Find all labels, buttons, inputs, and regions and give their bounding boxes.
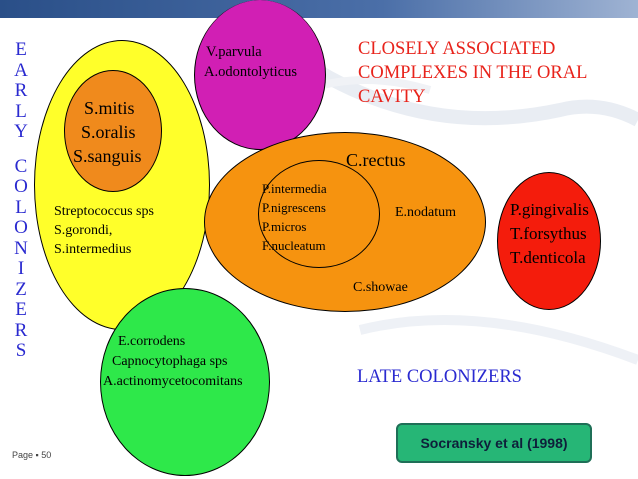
red-complex-item: P.gingivalis <box>510 200 589 219</box>
yellow-complex-item: S.gorondi, <box>54 223 113 238</box>
orange-inner-complex-item: P.intermedia <box>262 181 327 196</box>
page-number: Page ▪ 50 <box>12 450 52 460</box>
red-complex-item: T.forsythus <box>510 224 587 243</box>
late-colonizers-label: LATE COLONIZERS <box>357 367 522 387</box>
orange-complex-label-bottom: C.showae <box>353 280 408 295</box>
yellow-complex-item: Streptococcus sps <box>54 204 154 219</box>
title-line: CLOSELY ASSOCIATED <box>358 39 556 59</box>
orange-complex-label-right: E.nodatum <box>395 205 457 220</box>
citation-text: Socransky et al (1998) <box>420 435 568 451</box>
green-complex-item: E.corrodens <box>118 334 186 349</box>
orange-inner-complex-item: P.nigrescens <box>262 200 326 215</box>
orange-complex-label-top: C.rectus <box>346 150 406 170</box>
green-complex-item: Capnocytophaga sps <box>112 354 228 369</box>
purple-complex-item: V.parvula <box>206 44 262 60</box>
citation-box <box>396 423 592 463</box>
red-complex-item: T.denticola <box>510 248 586 267</box>
title-line: COMPLEXES IN THE ORAL <box>358 63 588 83</box>
streptococcus-complex-item: S.oralis <box>81 122 136 142</box>
purple-complex-item: A.odontolyticus <box>204 64 298 80</box>
title-line: CAVITY <box>358 87 426 107</box>
streptococcus-complex-item: S.mitis <box>84 98 135 118</box>
green-complex-item: A.actinomycetocomitans <box>103 374 243 389</box>
yellow-complex-item: S.intermedius <box>54 242 132 257</box>
orange-inner-complex-item: P.micros <box>262 219 307 234</box>
streptococcus-complex-item: S.sanguis <box>73 146 142 166</box>
early-colonizers-label: E A R L Y C O L O N I Z E R S <box>14 39 28 361</box>
orange-inner-complex-item: F.nucleatum <box>262 238 326 253</box>
